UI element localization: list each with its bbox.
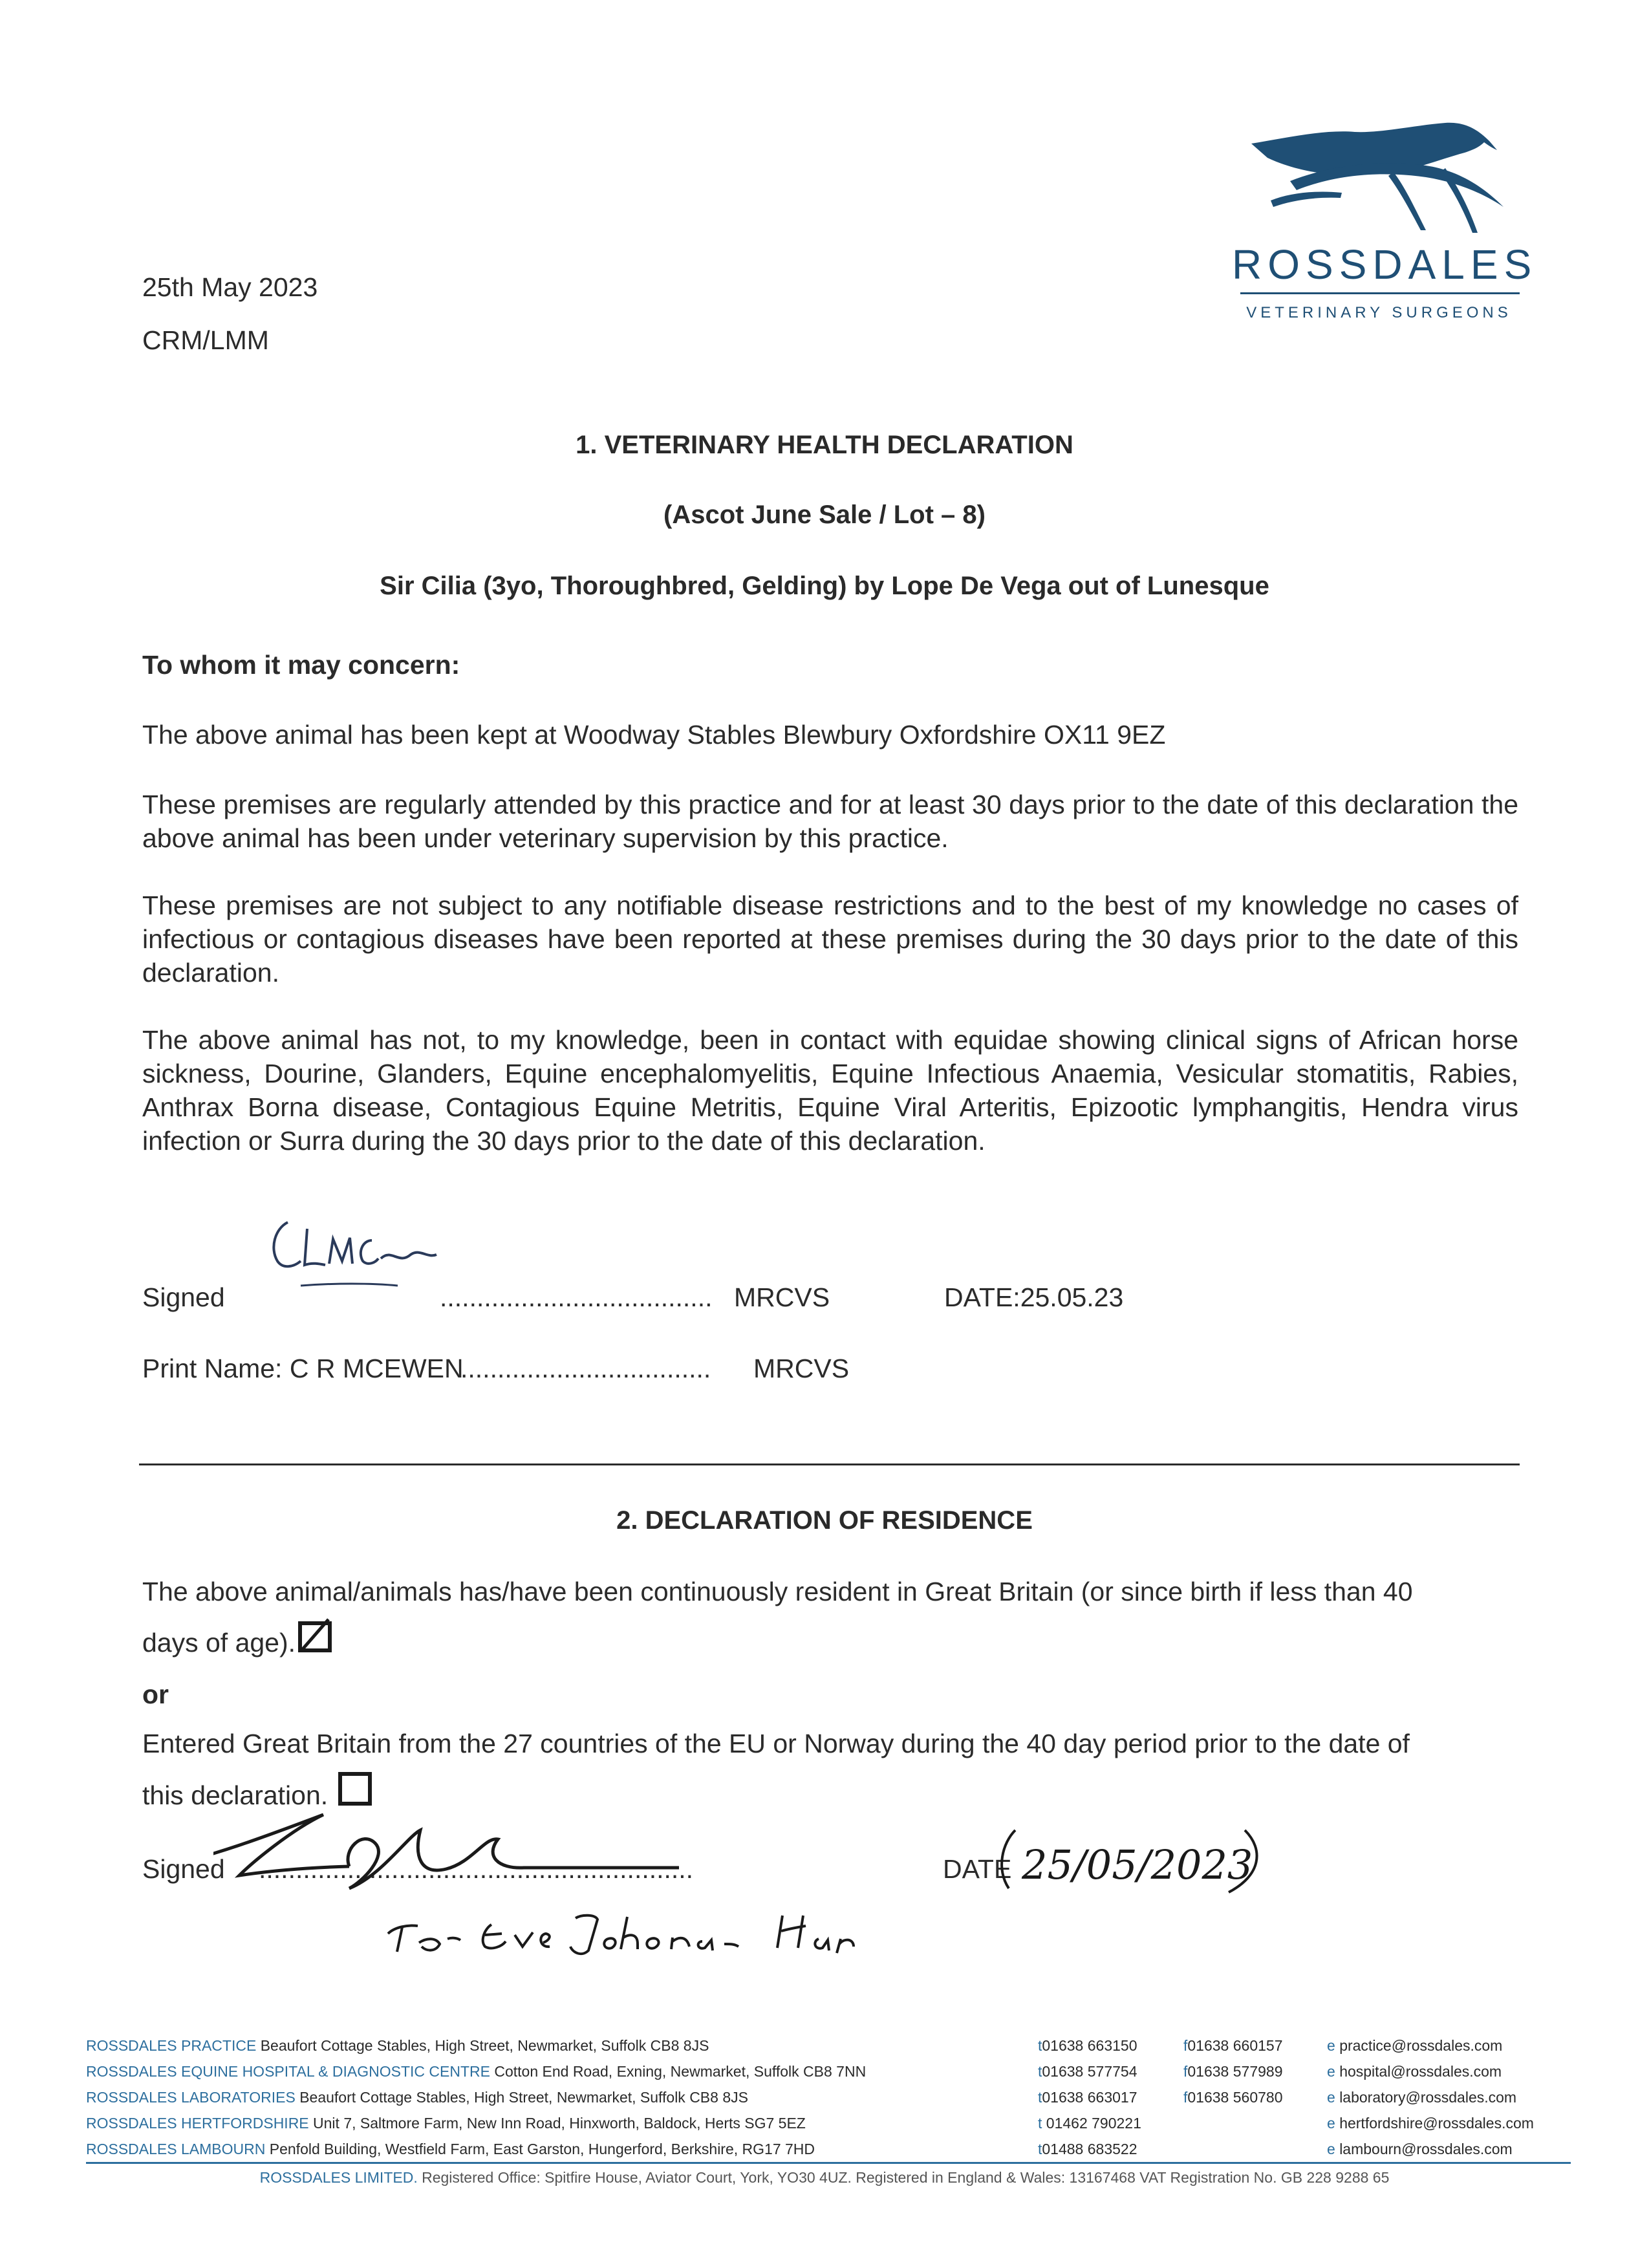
- footer-email-lambourn[interactable]: e lambourn@rossdales.com: [1327, 2141, 1513, 2157]
- footer-row-practice: ROSSDALES PRACTICE Beaufort Cottage Stables, High Street, Newmarket, Suffolk CB8 8JS: [86, 2037, 709, 2054]
- mrcvs-label: MRCVS: [734, 1282, 830, 1312]
- paragraph-notifiable-disease: These premises are not subject to any notifiable disease restrictions and to the best of my knowledge no cases of infectious or contagious diseases have been reported at these premises during the 30 days prior to the date of this declaration.: [142, 891, 1518, 988]
- resident-checkbox[interactable]: [297, 1617, 334, 1653]
- paragraph-contact-equidae: The above animal has not, to my knowledge, been in contact with equidae showing clinical signs of African horse sickness, Dourine, Glanders, Equine encephalomyelitis, Equine Infectious Anaemia, Vesicular stomatitis, Rabies, Anthrax Borna disease, Contagious Equine Metritis, Equine Viral Arteritis, Epizootic lymphangitis, Hendra virus infection or Surra during the 30 days prior to the date of this declaration.: [142, 1025, 1518, 1156]
- mrcvs-label-2: MRCVS: [753, 1354, 850, 1383]
- entered-statement-end: this declaration.: [142, 1780, 329, 1810]
- resident-statement: The above animal/animals has/have been continuously resident in Great Britain (or since birth if less than 40: [142, 1577, 1413, 1606]
- footer-row-hospital: ROSSDALES EQUINE HOSPITAL & DIAGNOSTIC CENTRE Cotton End Road, Exning, Newmarket, Suffolk CB8 7NN: [86, 2063, 867, 2080]
- footer-fax-hospital: f01638 577989: [1183, 2063, 1283, 2080]
- footer-row-hertfordshire: ROSSDALES HERTFORDSHIRE Unit 7, Saltmore Farm, New Inn Road, Hinxworth, Baldock, Herts SG7 5EZ: [86, 2115, 806, 2132]
- logo-wordmark: ROSSDALES: [1232, 241, 1538, 288]
- footer-tel-lambourn: t01488 683522: [1038, 2141, 1137, 2157]
- letter-date: 25th May 2023: [142, 272, 318, 302]
- footer-row-lambourn: ROSSDALES LAMBOURN Penfold Building, Westfield Farm, East Garston, Hungerford, Berkshire, RG17 7HD: [86, 2141, 815, 2157]
- footer-email-hertfordshire[interactable]: e hertfordshire@rossdales.com: [1327, 2115, 1534, 2132]
- paragraph-premises-location: The above animal has been kept at Woodway Stables Blewbury Oxfordshire OX11 9EZ: [142, 720, 1166, 750]
- footer-fax-laboratories: f01638 560780: [1183, 2089, 1283, 2106]
- footer-row-laboratories: ROSSDALES LABORATORIES Beaufort Cottage Stables, High Street, Newmarket, Suffolk CB8 8JS: [86, 2089, 748, 2106]
- footer-tel-hertfordshire: t 01462 790221: [1038, 2115, 1141, 2132]
- vet-signature: [262, 1203, 449, 1300]
- footer-tel-practice: t01638 663150: [1038, 2037, 1137, 2054]
- section1-title: 1. VETERINARY HEALTH DECLARATION: [576, 431, 1073, 459]
- footer-registered-office: ROSSDALES LIMITED. Registered Office: Spitfire House, Aviator Court, York, YO30 4UZ. Registered in England & Wales: 13167468 VAT Registration No. GB 228 9288 65: [259, 2169, 1390, 2186]
- salutation: To whom it may concern:: [142, 650, 460, 680]
- entered-statement: Entered Great Britain from the 27 countries of the EU or Norway during the 40 day period prior to the date of: [142, 1729, 1410, 1758]
- section-divider: [139, 1463, 1520, 1465]
- signature-line: .....................................: [440, 1282, 713, 1312]
- logo-rule: [1240, 292, 1520, 294]
- footer-email-laboratories[interactable]: e laboratory@rossdales.com: [1327, 2089, 1517, 2106]
- date-label: DATE: [943, 1854, 1012, 1884]
- letter-reference: CRM/LMM: [142, 325, 269, 355]
- footer-email-practice[interactable]: e practice@rossdales.com: [1327, 2037, 1503, 2054]
- declaration-date: DATE:25.05.23: [944, 1282, 1124, 1312]
- or-separator: or: [142, 1679, 169, 1709]
- signed-label-2: Signed: [142, 1854, 225, 1884]
- footer-email-hospital[interactable]: e hospital@rossdales.com: [1327, 2063, 1502, 2080]
- resident-statement-end: days of age).: [142, 1628, 296, 1658]
- svg-text:25/05/2023: 25/05/2023: [1022, 1841, 1253, 1888]
- section2-title: 2. DECLARATION OF RESIDENCE: [616, 1506, 1033, 1535]
- horse-details: Sir Cilia (3yo, Thoroughbred, Gelding) by Lope De Vega out of Lunesque: [380, 572, 1269, 600]
- logo-subtitle: VETERINARY SURGEONS: [1246, 304, 1512, 321]
- handwritten-date: [989, 1804, 1280, 1908]
- owner-signature: [213, 1791, 860, 1972]
- galloping-horse-icon: [1232, 110, 1538, 330]
- signed-label: Signed: [142, 1282, 225, 1312]
- footer-fax-practice: f01638 660157: [1183, 2037, 1283, 2054]
- signature-line-2: ...........................................................: [259, 1854, 694, 1884]
- sale-lot: (Ascot June Sale / Lot – 8): [663, 501, 986, 529]
- print-name-line: ..................................: [460, 1354, 711, 1383]
- footer-tel-hospital: t01638 577754: [1038, 2063, 1137, 2080]
- footer-tel-laboratories: t01638 663017: [1038, 2089, 1137, 2106]
- print-name: Print Name: C R MCEWEN: [142, 1354, 464, 1383]
- footer-rule: [86, 2162, 1571, 2164]
- paragraph-supervision: These premises are regularly attended by this practice and for at least 30 days prior to the date of this declaration the above animal has been under veterinary supervision by this practice.: [142, 790, 1518, 853]
